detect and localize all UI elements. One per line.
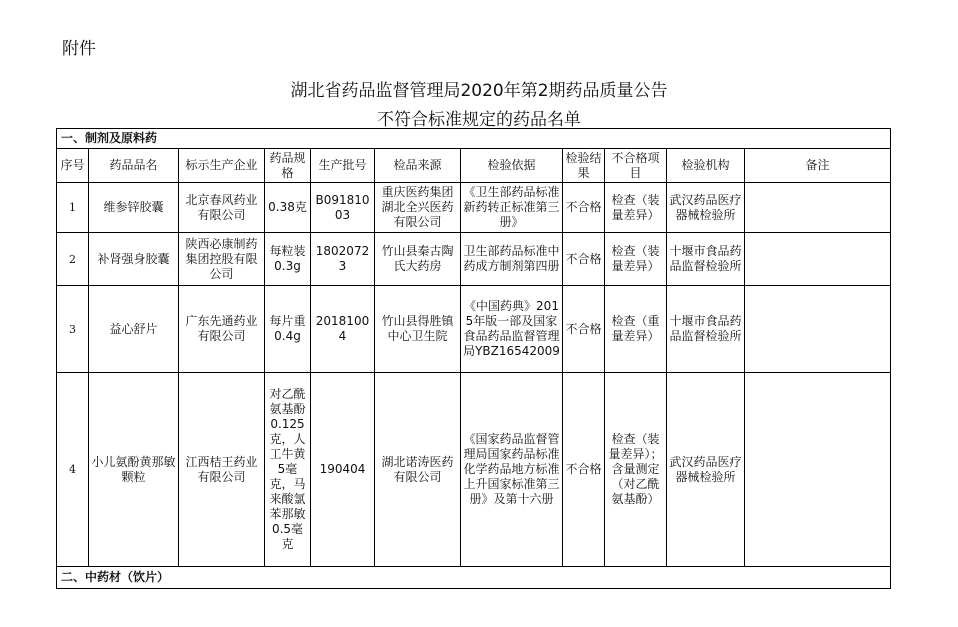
drug-name: 维参锌胶囊 [89,183,179,233]
test-result: 不合格 [563,233,605,286]
table-row [57,233,891,286]
attachment-label: 附件 [62,39,96,59]
test-result: 不合格 [563,286,605,373]
section-label: 二、中药材（饮片） [57,567,891,589]
specification: 0.38克 [265,183,311,233]
test-result: 不合格 [563,183,605,233]
sample-source: 湖北诺涛医药有限公司 [375,373,461,567]
header-cell: 药品品名 [89,149,179,183]
failed-item: 检查（重量差异） [605,286,667,373]
header-cell: 检验依据 [461,149,563,183]
header-row [57,149,891,183]
specification: 每粒装0.3g [265,233,311,286]
section-row [57,567,891,589]
table-row [57,183,891,233]
table-row [57,286,891,373]
manufacturer: 陕西必康制药集团控股有限公司 [179,233,265,286]
testing-lab: 十堰市食品药品监督检验所 [667,233,745,286]
drug-table [56,128,891,589]
table-row [57,373,891,567]
test-result: 不合格 [563,373,605,567]
header-cell: 检验结果 [563,149,605,183]
drug-name: 益心舒片 [89,286,179,373]
section-label: 一、制剂及原料药 [57,129,891,149]
failed-item: 检查（装量差异）；含量测定（对乙酰氨基酚） [605,373,667,567]
test-basis: 《中国药典》2015年版一部及国家食品药品监督管理局YBZ16542009 [461,286,563,373]
section-row [57,129,891,149]
header-cell: 序号 [57,149,89,183]
header-cell: 生产批号 [311,149,375,183]
batch-number: 18020723 [311,233,375,286]
row-number: 1 [57,183,89,233]
specification: 每片重0.4g [265,286,311,373]
row-number: 2 [57,233,89,286]
batch-number: B09181003 [311,183,375,233]
row-number: 4 [57,373,89,567]
manufacturer: 江西桔王药业有限公司 [179,373,265,567]
drug-name: 小儿氨酚黄那敏颗粒 [89,373,179,567]
test-basis: 《国家药品监督管理局国家药品标准化学药品地方标准上升国家标准第三册》及第十六册 [461,373,563,567]
testing-lab: 武汉药品医疗器械检验所 [667,183,745,233]
failed-item: 检查（装量差异） [605,233,667,286]
test-basis: 《卫生部药品标准新药转正标准第三册》 [461,183,563,233]
header-cell: 检品来源 [375,149,461,183]
document-subtitle: 不符合标准规定的药品名单 [377,110,581,130]
header-cell: 不合格项目 [605,149,667,183]
header-cell: 药品规格 [265,149,311,183]
remark [745,183,891,233]
sample-source: 竹山县秦古陶氏大药房 [375,233,461,286]
remark [745,233,891,286]
drug-name: 补肾强身胶囊 [89,233,179,286]
testing-lab: 武汉药品医疗器械检验所 [667,373,745,567]
batch-number: 190404 [311,373,375,567]
header-cell: 检验机构 [667,149,745,183]
test-basis: 卫生部药品标准中药成方制剂第四册 [461,233,563,286]
remark [745,286,891,373]
header-cell: 标示生产企业 [179,149,265,183]
sample-source: 重庆医药集团湖北全兴医药有限公司 [375,183,461,233]
row-number: 3 [57,286,89,373]
specification: 对乙酰氨基酚0.125克，人工牛黄5毫克，马来酸氯苯那敏0.5毫克 [265,373,311,567]
testing-lab: 十堰市食品药品监督检验所 [667,286,745,373]
sample-source: 竹山县得胜镇中心卫生院 [375,286,461,373]
failed-item: 检查（装量差异） [605,183,667,233]
remark [745,373,891,567]
document-title: 湖北省药品监督管理局2020年第2期药品质量公告 [290,81,668,101]
batch-number: 20181004 [311,286,375,373]
manufacturer: 北京春风药业有限公司 [179,183,265,233]
manufacturer: 广东先通药业有限公司 [179,286,265,373]
header-cell: 备注 [745,149,891,183]
